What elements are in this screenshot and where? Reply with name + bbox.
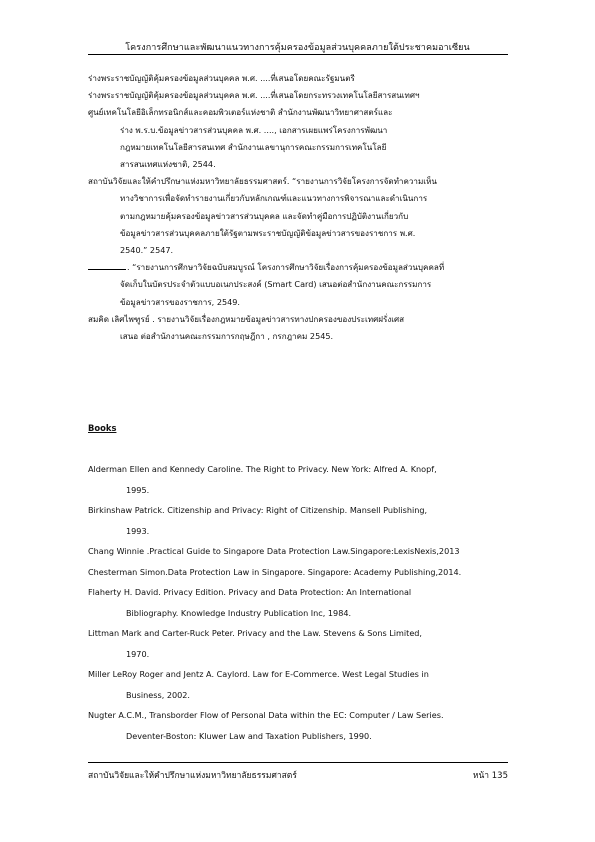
book-line: Alderman Ellen and Kennedy Caroline. The Right to Privacy. New York: Alfred A. Knopf, [88, 464, 437, 474]
book-line: Nugter A.C.M., Transborder Flow of Personal Data within the EC: Computer / Law Series. [88, 710, 444, 720]
book-line: Deventer-Boston: Kluwer Law and Taxation Publishers, 1990. [126, 730, 372, 741]
running-header: โครงการศึกษาและพัฒนาแนวทางการคุ้มครองข้อมูลส่วนบุคคลภายใต้ประชาคมอาเซียน [125, 43, 470, 53]
reference-line: ศูนย์เทคโนโลยีอิเล็กทรอนิกส์และคอมพิวเตอร์แห่งชาติ สำนักงานพัฒนาวิทยาศาสตร์และ [88, 107, 393, 118]
footer-institution: สถาบันวิจัยและให้คำปรึกษาแห่งมหาวิทยาลัยธรรมศาสตร์ [88, 771, 297, 781]
book-entry [88, 541, 525, 562]
book-line: Bibliography. Knowledge Industry Publication Inc, 1984. [126, 607, 352, 618]
reference-line: เสนอ ต่อสำนักงานคณะกรรมการกฤษฎีกา , กรกฎาคม 2545. [120, 331, 334, 342]
reference-line-text: . “รายงานการศึกษาวิจัยฉบับสมบูรณ์ โครงการศึกษาวิจัยเรื่องการคุ้มครองข้อมูลส่วนบุคคลที่ [127, 262, 445, 273]
reference-line: ข้อมูลข่าวสารของราชการ, 2549. [120, 296, 240, 307]
reference-line: ทางวิชาการเพื่อจัดทำรายงานเกี่ยวกับหลักเกณฑ์และแนวทางการพิจารณาและดำเนินการ [120, 193, 428, 204]
thai-references [88, 70, 525, 345]
book-line: Chang Winnie .Practical Guide to Singapore Data Protection Law.Singapore:LexisNexis,2013 [88, 546, 460, 556]
book-line: Business, 2002. [126, 689, 191, 700]
book-line: Birkinshaw Patrick. Citizenship and Privacy: Right of Citizenship. Mansell Publishing, [88, 505, 428, 515]
footer-rule [88, 762, 508, 763]
book-line: Littman Mark and Carter-Ruck Peter. Privacy and the Law. Stevens & Sons Limited, [88, 628, 423, 638]
book-entry [88, 623, 525, 664]
reference-line: 2540.” 2547. [120, 245, 174, 256]
book-entry [88, 664, 525, 705]
reference-entry [88, 259, 525, 311]
book-references [88, 459, 525, 746]
book-line: 1995. [126, 484, 150, 495]
book-entry [88, 500, 525, 541]
book-line: Chesterman Simon.Data Protection Law in Singapore. Singapore: Academy Publishing,2014. [88, 566, 462, 577]
book-entry [88, 562, 525, 583]
header-rule [88, 54, 508, 55]
reference-entry [88, 104, 525, 173]
reference-line: กฎหมายเทคโนโลยีสารสนเทศ สำนักงานเลขานุการคณะกรรมการเทคโนโลยี [120, 141, 387, 152]
reference-line: ข้อมูลข่าวสารส่วนบุคคลภายใต้รัฐตามพระราชบัญญัติข้อมูลข่าวสารของราชการ พ.ศ. [120, 227, 416, 238]
reference-line: สารสนเทศแห่งชาติ, 2544. [120, 159, 216, 170]
reference-line: ร่าง พ.ร.บ.ข้อมูลข่าวสารส่วนบุคคล พ.ศ. ...., เอกสารเผยแพร่โครงการพัฒนา [120, 124, 388, 135]
reference-entry [88, 87, 525, 104]
page-number: หน้า 135 [472, 771, 508, 781]
reference-line: สถาบันวิจัยและให้คำปรึกษาแห่งมหาวิทยาลัยธรรมศาสตร์. “รายงานการวิจัยโครงการจัดทำความเห็น [88, 176, 437, 187]
reference-line: สมคิด เลิศไพฑูรย์ . รายงานวิจัยเรื่องกฎหมายข้อมูลข่าวสารทางปกครองของประเทศฝรั่งเศส [88, 313, 405, 324]
reference-line: จัดเก็บในบัตรประจำตัวแบบอเนกประสงค์ (Smart Card) เสนอต่อสำนักงานคณะกรรมการ [120, 279, 432, 290]
author-repeat-dash [88, 260, 126, 270]
reference-line: ตามกฎหมายคุ้มครองข้อมูลข่าวสารส่วนบุคคล และจัดทำคู่มือการปฏิบัติงานเกี่ยวกับ [120, 210, 409, 221]
reference-line [88, 259, 525, 276]
book-entry [88, 459, 525, 500]
books-heading: Books [88, 423, 117, 433]
book-line: 1970. [126, 648, 150, 659]
book-entry [88, 705, 525, 746]
reference-line: ร่างพระราชบัญญัติคุ้มครองข้อมูลส่วนบุคคล พ.ศ. ....ที่เสนอโดยกระทรวงเทคโนโลยีสารสนเทศฯ [88, 90, 420, 101]
reference-entry [88, 173, 525, 259]
book-line: Miller LeRoy Roger and Jentz A. Caylord. Law for E-Commerce. West Legal Studies in [88, 669, 429, 679]
reference-entry [88, 70, 525, 87]
reference-line: ร่างพระราชบัญญัติคุ้มครองข้อมูลส่วนบุคคล พ.ศ. ....ที่เสนอโดยคณะรัฐมนตรี [88, 73, 355, 83]
book-entry [88, 582, 525, 623]
book-line: 1993. [126, 525, 150, 536]
reference-entry [88, 311, 525, 345]
book-line: Flaherty H. David. Privacy Edition. Privacy and Data Protection: An International [88, 587, 412, 597]
